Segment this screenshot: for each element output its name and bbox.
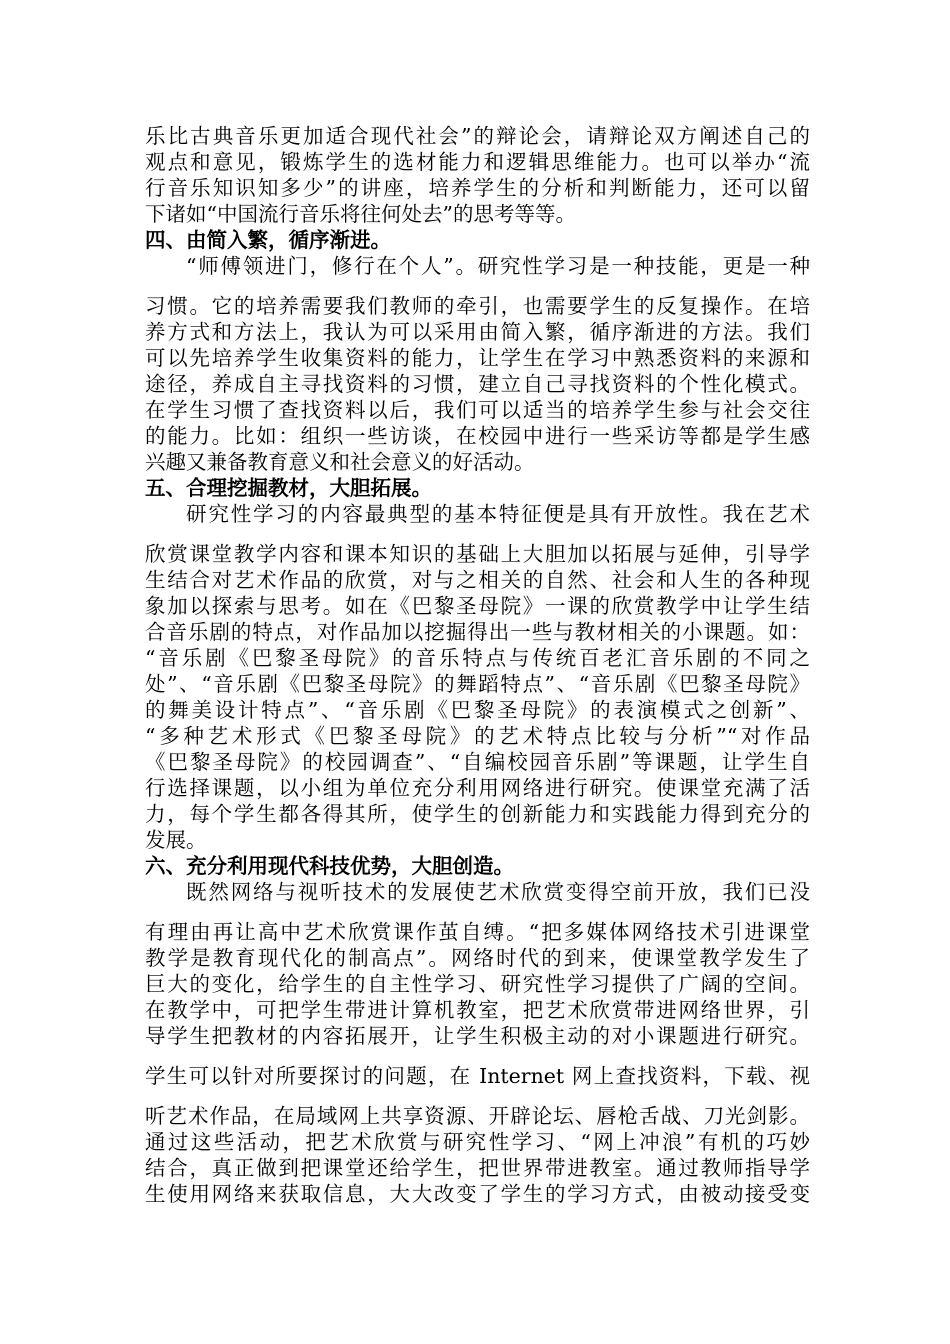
text-line: 研究性学习的内容最典型的基本特征便是具有开放性。我在艺术 xyxy=(186,502,810,526)
text-line: 的舞美设计特点”、“音乐剧《巴黎圣母院》的表演模式之创新”、 xyxy=(145,698,810,722)
text-line: “音乐剧《巴黎圣母院》的音乐特点与传统百老汇音乐剧的不同之 xyxy=(145,646,810,670)
text-line: 在教学中，可把学生带进计算机教室，把艺术欣赏带进网络世界，引 xyxy=(145,998,810,1022)
text-line: 结合，真正做到把课堂还给学生，把世界带进教室。通过教师指导学 xyxy=(145,1156,810,1180)
text-line: 《巴黎圣母院》的校园调查”、“自编校园音乐剧”等课题，让学生自 xyxy=(145,750,810,774)
text-line: “师傅领进门，修行在个人”。研究性学习是一种技能，更是一种 xyxy=(186,254,810,278)
text-line: 学生可以针对所要探讨的问题，在 Internet 网上查找资料，下载、视 xyxy=(145,1064,810,1088)
section-heading-4: 四、由简入繁，循序渐进。 xyxy=(145,228,391,252)
text-line: 象加以探索与思考。如在《巴黎圣母院》一课的欣赏教学中让学生结 xyxy=(145,594,810,618)
text-line: 可以先培养学生收集资料的能力，让学生在学习中熟悉资料的来源和 xyxy=(145,346,810,370)
paragraph-textbook-expansion xyxy=(145,501,810,853)
text-line: 的能力。比如：组织一些访谈，在校园中进行一些采访等都是学生感 xyxy=(145,424,810,448)
text-line: “多种艺术形式《巴黎圣母院》的艺术特点比较与分析”“对作品 xyxy=(145,724,810,748)
text-line: 通过这些活动，把艺术欣赏与研究性学习、“网上冲浪”有机的巧妙 xyxy=(145,1130,810,1154)
text-line: 下诸如“中国流行音乐将往何处去”的思考等等。 xyxy=(145,202,576,226)
section-heading-6: 六、充分利用现代科技优势，大胆创造。 xyxy=(145,854,514,878)
text-line: 教学是教育现代化的制高点”。网络时代的到来，使课堂教学发生了 xyxy=(145,946,810,970)
text-line: 处”、“音乐剧《巴黎圣母院》的舞蹈特点”、“音乐剧《巴黎圣母院》 xyxy=(145,672,810,696)
text-line: 有理由再让高中艺术欣赏课作茧自缚。“把多媒体网络技术引进课堂 xyxy=(145,920,810,944)
paragraph-debate xyxy=(145,123,810,227)
text-line: 生使用网络来获取信息，大大改变了学生的学习方式，由被动接受变 xyxy=(145,1182,810,1206)
document-body xyxy=(145,123,810,1207)
text-line: 听艺术作品，在局域网上共享资源、开辟论坛、唇枪舌战、刀光剑影。 xyxy=(145,1104,810,1128)
text-line: 导学生把教材的内容拓展开，让学生积极主动的对小课题进行研究。 xyxy=(145,1024,810,1048)
text-line: 力，每个学生都各得其所，使学生的创新能力和实践能力得到充分的 xyxy=(145,802,810,826)
paragraph-step-by-step xyxy=(145,253,810,475)
text-line: 养方式和方法上，我认为可以采用由简入繁，循序渐进的方法。我们 xyxy=(145,320,810,344)
text-line: 观点和意见，锻炼学生的选材能力和逻辑思维能力。也可以举办“流 xyxy=(145,150,810,174)
paragraph-internet xyxy=(145,1063,810,1207)
text-line: 发展。 xyxy=(145,828,207,852)
text-line: 途径，养成自主寻找资料的习惯，建立自己寻找资料的个性化模式。 xyxy=(145,372,810,396)
text-line: 生结合对艺术作品的欣赏，对与之相关的自然、社会和人生的各种现 xyxy=(145,568,810,592)
section-heading-5: 五、合理挖掘教材，大胆拓展。 xyxy=(145,476,432,500)
text-line: 行音乐知识知多少”的讲座，培养学生的分析和判断能力，还可以留 xyxy=(145,176,810,200)
text-line: 合音乐剧的特点，对作品加以挖掘得出一些与教材相关的小课题。如： xyxy=(145,620,810,644)
text-line: 欣赏课堂教学内容和课本知识的基础上大胆加以拓展与延伸，引导学 xyxy=(145,542,810,566)
text-line: 行选择课题，以小组为单位充分利用网络进行研究。使课堂充满了活 xyxy=(145,776,810,800)
text-line: 在学生习惯了查找资料以后，我们可以适当的培养学生参与社会交往 xyxy=(145,398,810,422)
paragraph-technology xyxy=(145,879,810,1049)
text-line: 巨大的变化，给学生的自主性学习、研究性学习提供了广阔的空间。 xyxy=(145,972,810,996)
text-line: 既然网络与视听技术的发展使艺术欣赏变得空前开放，我们已没 xyxy=(186,880,810,904)
text-line: 习惯。它的培养需要我们教师的牵引，也需要学生的反复操作。在培 xyxy=(145,294,810,318)
text-line: 乐比古典音乐更加适合现代社会”的辩论会，请辩论双方阐述自己的 xyxy=(145,124,810,148)
text-line: 兴趣又兼备教育意义和社会意义的好活动。 xyxy=(145,450,535,474)
